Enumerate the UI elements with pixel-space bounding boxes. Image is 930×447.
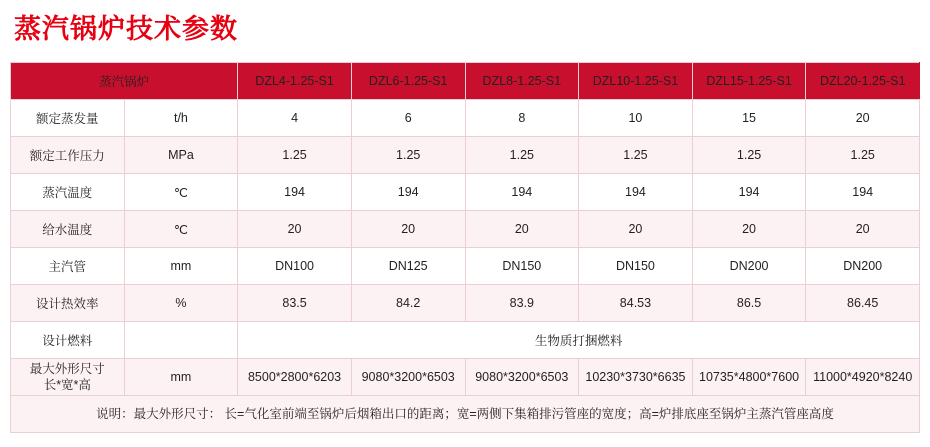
row-value: 20 bbox=[806, 100, 920, 137]
row-unit: t/h bbox=[124, 100, 238, 137]
spec-table-container bbox=[10, 62, 920, 433]
row-value: 20 bbox=[465, 211, 579, 248]
row-value: 11000*4920*8240 bbox=[806, 359, 920, 396]
row-value: 10230*3730*6635 bbox=[579, 359, 693, 396]
header-cell-model-6: DZL20-1.25-S1 bbox=[806, 63, 920, 100]
row-label-line2: 长*宽*高 bbox=[43, 378, 91, 392]
row-value: 10 bbox=[579, 100, 693, 137]
row-label: 设计燃料 bbox=[11, 322, 125, 359]
row-value: 83.9 bbox=[465, 285, 579, 322]
row-label: 蒸汽温度 bbox=[11, 174, 125, 211]
header-row bbox=[11, 63, 920, 100]
row-value: 84.53 bbox=[579, 285, 693, 322]
header-cell-model-2: DZL6-1.25-S1 bbox=[351, 63, 465, 100]
header-cell-model-5: DZL15-1.25-S1 bbox=[692, 63, 806, 100]
spec-table bbox=[10, 62, 920, 433]
row-unit: ℃ bbox=[124, 211, 238, 248]
row-value: 1.25 bbox=[806, 137, 920, 174]
row-value: 83.5 bbox=[238, 285, 352, 322]
row-label: 额定工作压力 bbox=[11, 137, 125, 174]
row-unit: MPa bbox=[124, 137, 238, 174]
table-row bbox=[11, 211, 920, 248]
row-value: 8500*2800*6203 bbox=[238, 359, 352, 396]
row-label: 额定蒸发量 bbox=[11, 100, 125, 137]
table-row bbox=[11, 248, 920, 285]
row-value: 1.25 bbox=[238, 137, 352, 174]
row-value: 4 bbox=[238, 100, 352, 137]
row-label-line1: 最大外形尺寸 bbox=[29, 362, 105, 376]
row-value: DN100 bbox=[238, 248, 352, 285]
row-value: 20 bbox=[238, 211, 352, 248]
row-value: 86.45 bbox=[806, 285, 920, 322]
row-value: 15 bbox=[692, 100, 806, 137]
table-row bbox=[11, 359, 920, 396]
row-value: DN150 bbox=[579, 248, 693, 285]
row-value-merged: 生物质打捆燃料 bbox=[238, 322, 920, 359]
row-value: 84.2 bbox=[351, 285, 465, 322]
row-value: 1.25 bbox=[692, 137, 806, 174]
page-title: 蒸汽锅炉技术参数 bbox=[14, 14, 238, 44]
row-value: 20 bbox=[692, 211, 806, 248]
table-row bbox=[11, 174, 920, 211]
row-value: DN200 bbox=[692, 248, 806, 285]
row-value: 1.25 bbox=[351, 137, 465, 174]
row-value: DN200 bbox=[806, 248, 920, 285]
table-note: 说明：最大外形尺寸： 长=气化室前端至锅炉后烟箱出口的距离；宽=两侧下集箱排污管座的宽度；高=炉排底座至锅炉主蒸汽管座高度 bbox=[11, 396, 920, 433]
row-label: 主汽管 bbox=[11, 248, 125, 285]
row-unit: ℃ bbox=[124, 174, 238, 211]
header-cell-model-4: DZL10-1.25-S1 bbox=[579, 63, 693, 100]
table-row bbox=[11, 100, 920, 137]
row-value: DN150 bbox=[465, 248, 579, 285]
row-label: 给水温度 bbox=[11, 211, 125, 248]
row-label: 设计热效率 bbox=[11, 285, 125, 322]
row-value: 1.25 bbox=[465, 137, 579, 174]
row-value: 194 bbox=[692, 174, 806, 211]
row-value: 194 bbox=[465, 174, 579, 211]
row-value: 20 bbox=[579, 211, 693, 248]
table-row bbox=[11, 137, 920, 174]
row-unit bbox=[124, 322, 238, 359]
row-value: 86.5 bbox=[692, 285, 806, 322]
row-value: 1.25 bbox=[579, 137, 693, 174]
row-value: 9080*3200*6503 bbox=[465, 359, 579, 396]
row-value: 20 bbox=[351, 211, 465, 248]
table-body bbox=[11, 100, 920, 433]
row-unit: mm bbox=[124, 359, 238, 396]
row-value: 6 bbox=[351, 100, 465, 137]
row-unit: % bbox=[124, 285, 238, 322]
table-row bbox=[11, 285, 920, 322]
header-cell-model-3: DZL8-1.25-S1 bbox=[465, 63, 579, 100]
table-row-fuel bbox=[11, 322, 920, 359]
row-value: 10735*4800*7600 bbox=[692, 359, 806, 396]
row-value: 20 bbox=[806, 211, 920, 248]
table-header bbox=[11, 63, 920, 100]
header-cell-name: 蒸汽锅炉 bbox=[11, 63, 238, 100]
table-note-row bbox=[11, 396, 920, 433]
row-value: 8 bbox=[465, 100, 579, 137]
row-value: 194 bbox=[806, 174, 920, 211]
row-value: 194 bbox=[238, 174, 352, 211]
row-value: 194 bbox=[351, 174, 465, 211]
row-unit: mm bbox=[124, 248, 238, 285]
header-cell-model-1: DZL4-1.25-S1 bbox=[238, 63, 352, 100]
row-label bbox=[11, 359, 125, 396]
row-value: DN125 bbox=[351, 248, 465, 285]
row-value: 9080*3200*6503 bbox=[351, 359, 465, 396]
row-value: 194 bbox=[579, 174, 693, 211]
